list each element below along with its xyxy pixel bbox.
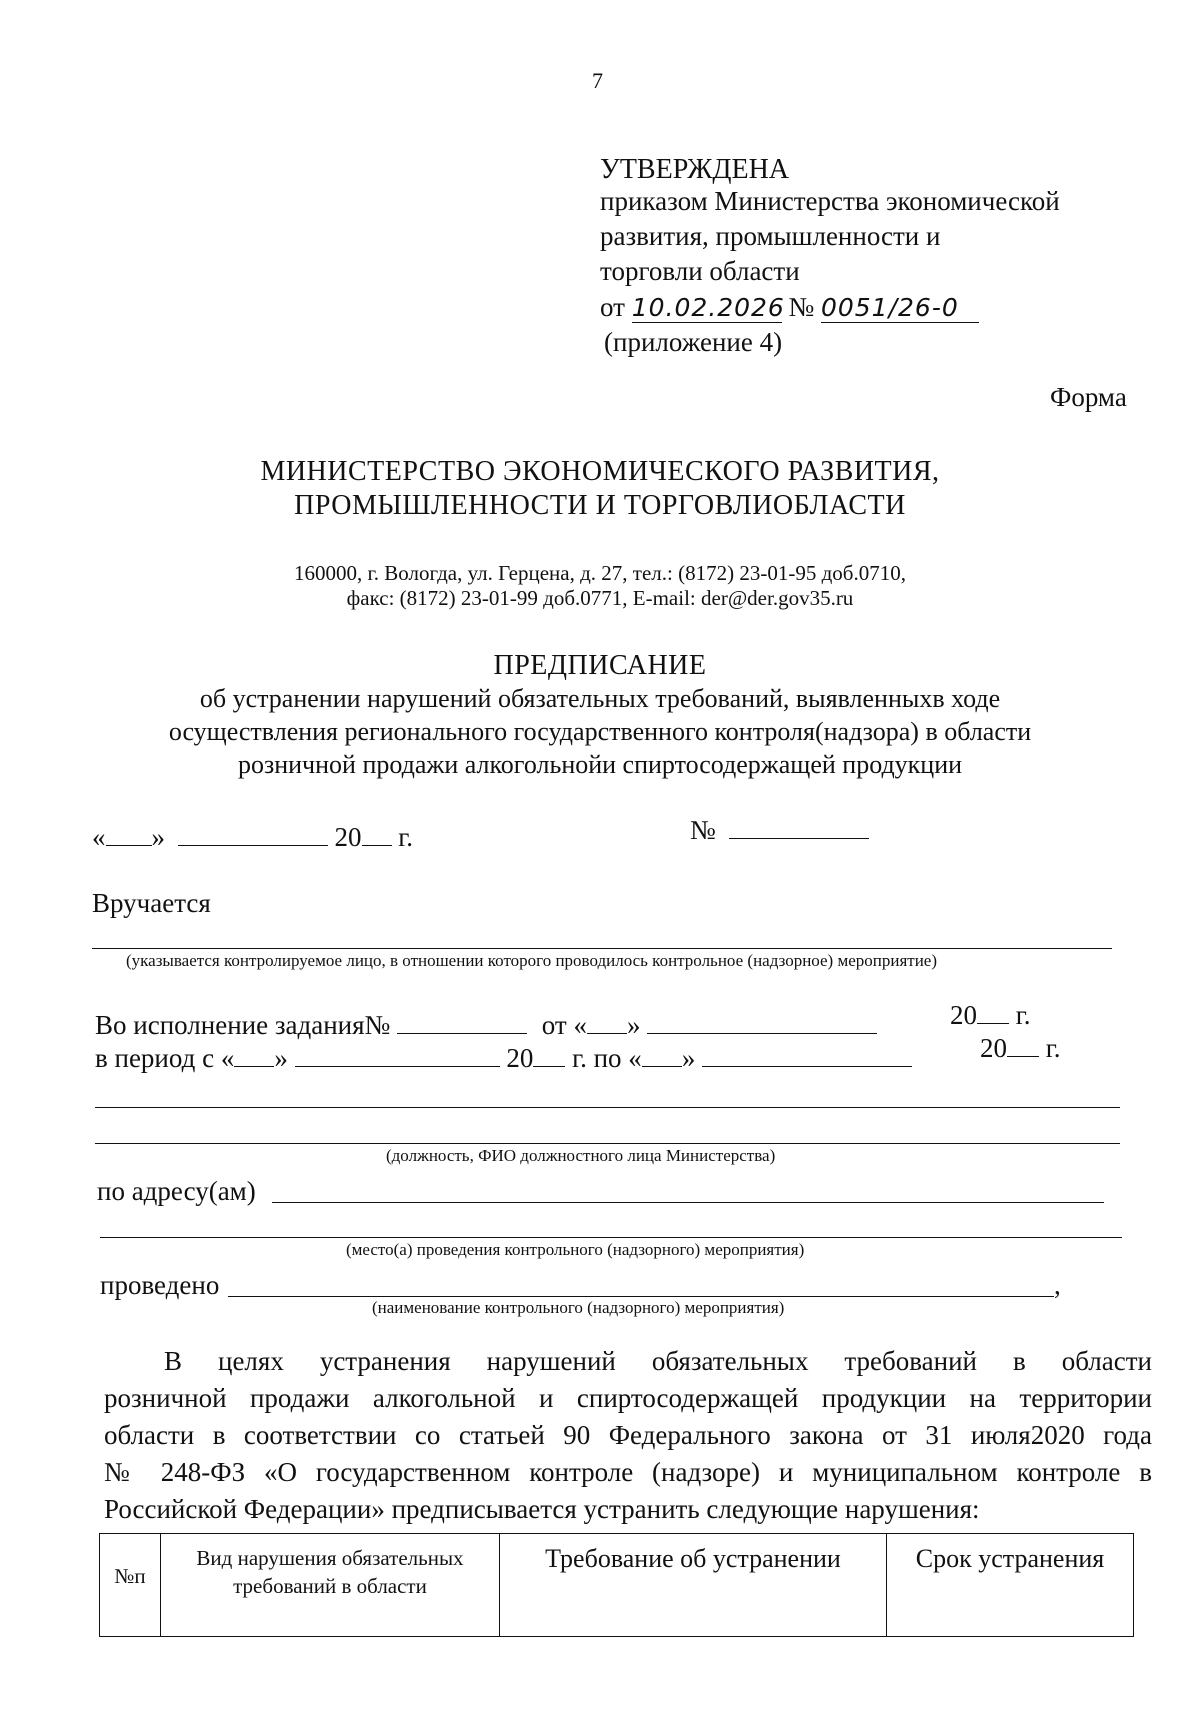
table-header-number: №п (100, 1534, 161, 1637)
table-header-violation-type: Вид нарушения обязательных требований в области (161, 1534, 500, 1637)
period-from-month-blank[interactable] (295, 1044, 500, 1067)
table-header-requirement: Требование об устранении (500, 1534, 887, 1637)
delivered-blank-line[interactable] (92, 948, 1112, 949)
conducted-comma: , (1054, 1270, 1061, 1300)
task-month-blank[interactable] (647, 1011, 877, 1034)
period-to-day-blank[interactable] (642, 1044, 682, 1067)
official-blank-line-1[interactable] (95, 1107, 1120, 1108)
period-to-label: г. по « (572, 1043, 642, 1073)
address-blank-line-1[interactable] (272, 1202, 1104, 1203)
address-label: по адресу(ам) (97, 1176, 256, 1206)
period-from-year-blank[interactable] (533, 1044, 565, 1067)
date-year-blank[interactable] (362, 823, 392, 846)
ministry-name-line1: МИНИСТЕРСТВО ЭКОНОМИЧЕСКОГО РАЗВИТИЯ, (260, 456, 940, 487)
approval-date-row (600, 292, 979, 323)
execution-task-label: Во исполнение задания№ (95, 1010, 391, 1040)
body-paragraph-line1: В целях устранения нарушений обязательных требований в области (164, 1346, 1152, 1376)
ministry-name-line2: ПРОМЫШЛЕННОСТИ И ТОРГОВЛИОБЛАСТИ (294, 490, 906, 521)
prescription-subtitle-line3: розничной продажи алкогольнойи спиртосодержащей продукции (237, 750, 963, 779)
address-caption: (место(а) проведения контрольного (надзорного) мероприятия) (346, 1240, 805, 1259)
body-paragraph-line2: розничной продажи алкогольной и спиртосодержащей продукции на территории (104, 1383, 1152, 1413)
date-month-blank[interactable] (178, 823, 328, 846)
conducted-label: проведено (100, 1270, 220, 1300)
table-header-deadline: Срок устранения (887, 1534, 1134, 1637)
date-day-blank[interactable] (106, 823, 152, 846)
prescription-subtitle-line1: об устранении нарушений обязательных требований, выявленныхв ходе (199, 684, 1001, 713)
ministry-address-line1: 160000, г. Вологда, ул. Герцена, д. 27, тел.: (8172) 23-01-95 доб.0710, (294, 561, 906, 585)
document-number-field[interactable]: № (690, 815, 869, 846)
period-from-label: в период с « (95, 1043, 235, 1073)
task-number-blank[interactable] (397, 1011, 527, 1034)
body-paragraph-line5: Российской Федерации» предписывается устранить следующие нарушения: (104, 1494, 980, 1524)
execution-task-row: Во исполнение задания№ от « » (95, 1010, 877, 1041)
task-day-blank[interactable] (587, 1011, 627, 1034)
body-paragraph-line3: области в соответствии со статьей 90 Федерального закона от 31 июля2020 года (104, 1420, 1152, 1450)
approval-number-prefix: № (788, 292, 815, 322)
document-date-field[interactable]: « » 20 г. (92, 822, 414, 852)
violations-table (99, 1533, 1134, 1637)
approval-date-handwritten: 10.02.2026 (631, 293, 785, 322)
delivered-caption: (указывается контролируемое лицо, в отношении которого проводилось контрольное (надзорное) мероприятие) (126, 951, 938, 970)
page-number: 7 (592, 68, 603, 93)
execution-period-year: 20 г. (980, 1033, 1061, 1063)
table-header-row (100, 1534, 1134, 1637)
approval-date-prefix: от (600, 292, 625, 322)
address-blank-line-2[interactable] (100, 1237, 1122, 1238)
official-caption: (должность, ФИО должностного лица Министерства) (386, 1146, 776, 1165)
delivered-label: Вручается (92, 888, 211, 918)
period-from-day-blank[interactable] (234, 1044, 274, 1067)
form-label: Форма (1050, 382, 1127, 412)
execution-task-year: 20 г. (950, 1000, 1031, 1030)
approval-line1: приказом Министерства экономической (600, 186, 1060, 216)
period-to-month-blank[interactable] (702, 1044, 912, 1067)
body-paragraph-line4: № 248-ФЗ «О государственном контроле (надзоре) и муниципальном контроле в (104, 1457, 1152, 1487)
approval-title: УТВЕРЖДЕНА (600, 154, 790, 185)
approval-line2: развития, промышленности и (600, 221, 941, 251)
approval-line3: торговли области (600, 256, 800, 286)
prescription-subtitle-line2: осуществления регионального государственного контроля(надзора) в области (168, 717, 1032, 746)
period-to-year-blank[interactable] (1007, 1034, 1039, 1057)
approval-appendix: (приложение 4) (604, 327, 783, 357)
task-year-blank[interactable] (977, 1001, 1009, 1024)
ministry-address-line2: факс: (8172) 23-01-99 доб.0771, E-mail: der@der.gov35.ru (346, 586, 854, 610)
official-blank-line-2[interactable] (95, 1143, 1120, 1144)
prescription-title: ПРЕДПИСАНИЕ (493, 650, 707, 681)
conducted-caption: (наименование контрольного (надзорного) мероприятия) (372, 1298, 785, 1317)
approval-number-handwritten: 0051/26-0 (821, 293, 979, 323)
execution-period-row: в период с « » 20 г. по « » (95, 1043, 912, 1074)
conducted-blank-line[interactable] (228, 1296, 1054, 1297)
document-number-blank[interactable] (729, 816, 869, 839)
